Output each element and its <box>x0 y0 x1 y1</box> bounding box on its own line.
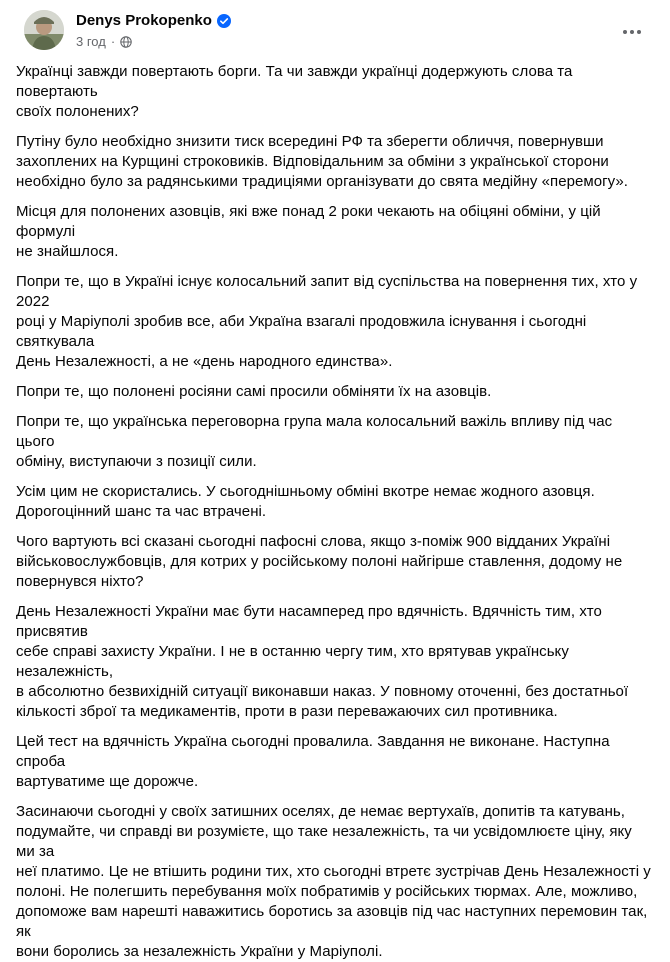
avatar-image <box>24 10 64 50</box>
post-paragraph: Попри те, що українська переговорна група мала колосальний важіль впливу під час цього обміну, виступаючи з позиції сили. <box>16 413 613 470</box>
author-row <box>76 12 231 29</box>
post-paragraph: Попри те, що в Україні існує колосальний запит від суспільства на повернення тих, хто у 2022 році у Маріуполі зробив все, аби Україна взагалі продовжила існування і сьогодні святкувала День Незалежності, а не «день народного единства». <box>16 273 638 370</box>
post-timestamp[interactable]: 3 год <box>76 34 106 49</box>
post-paragraph: Усім цим не скористались. У сьогоднішньому обміні вкотре немає жодного азовця. Дорогоцінний шанс та час втрачені. <box>16 483 595 520</box>
post-paragraph: Путіну було необхідно знизити тиск всередині РФ та зберегти обличчя, повернувши захоплених на Курщині строковиків. Відповідальним за обміни з української сторони необхідно було за радянськими традиціями організувати до свята медійну «перемогу». <box>16 133 628 190</box>
post-paragraph: День Незалежності України має бути насамперед про вдячність. Вдячність тим, хто присвятив себе справі захисту України. І не в останню чергу тим, хто врятував українську незалежність, в абсолютно безвихідній ситуації виконавши наказ. У повному оточенні, без достатньої кількості зброї та медикаментів, проти в рази переважаючих сил противника. <box>16 603 629 720</box>
meta-separator: · <box>110 34 116 49</box>
post-body <box>16 62 654 962</box>
post-paragraph: Цей тест на вдячність Україна сьогодні провалила. Завдання не виконане. Наступна спроба вартуватиме ще дорожче. <box>16 733 610 790</box>
post-paragraph: Попри те, що полонені росіяни самі просили обміняти їх на азовців. <box>16 383 492 400</box>
post-meta <box>76 34 132 49</box>
globe-icon[interactable] <box>120 36 132 48</box>
post-header <box>16 0 654 62</box>
avatar[interactable] <box>24 10 64 50</box>
verified-badge-icon <box>217 14 231 28</box>
post-paragraph: Чого вартують всі сказані сьогодні пафосні слова, якщо з-поміж 900 відданих Україні військовослужбовців, для котрих у російському полоні найгірше ставлення, додому не повернувся ніхто? <box>16 533 623 590</box>
post-paragraph: Засинаючи сьогодні у своїх затишних оселях, де немає вертухаїв, допитів та катувань, подумайте, чи справді ви розумієте, що таке незалежність, та чи усвідомлюєте ціну, яку ми за неї платимо. Це не втішить родини тих, хто сьогодні втретє зустрічав День Незалежності у полоні. Не полегшить перебування моїх побратимів у російських тюрмах. Але, можливо, допоможе вам нарешті наважитись боротись за азовців під час наступних перемовин так, як вони боролись за незалежність України у Маріуполі. <box>16 803 651 960</box>
author-name[interactable]: Denys Prokopenko <box>76 12 212 29</box>
post-paragraph: Українці завжди повертають борги. Та чи завжди українці додержують слова та повертають своїх полонених? <box>16 63 573 120</box>
post-paragraph: Місця для полонених азовців, які вже понад 2 роки чекають на обіцяні обміни, у цій формулі не знайшлося. <box>16 203 601 260</box>
more-options-icon[interactable] <box>618 18 646 46</box>
